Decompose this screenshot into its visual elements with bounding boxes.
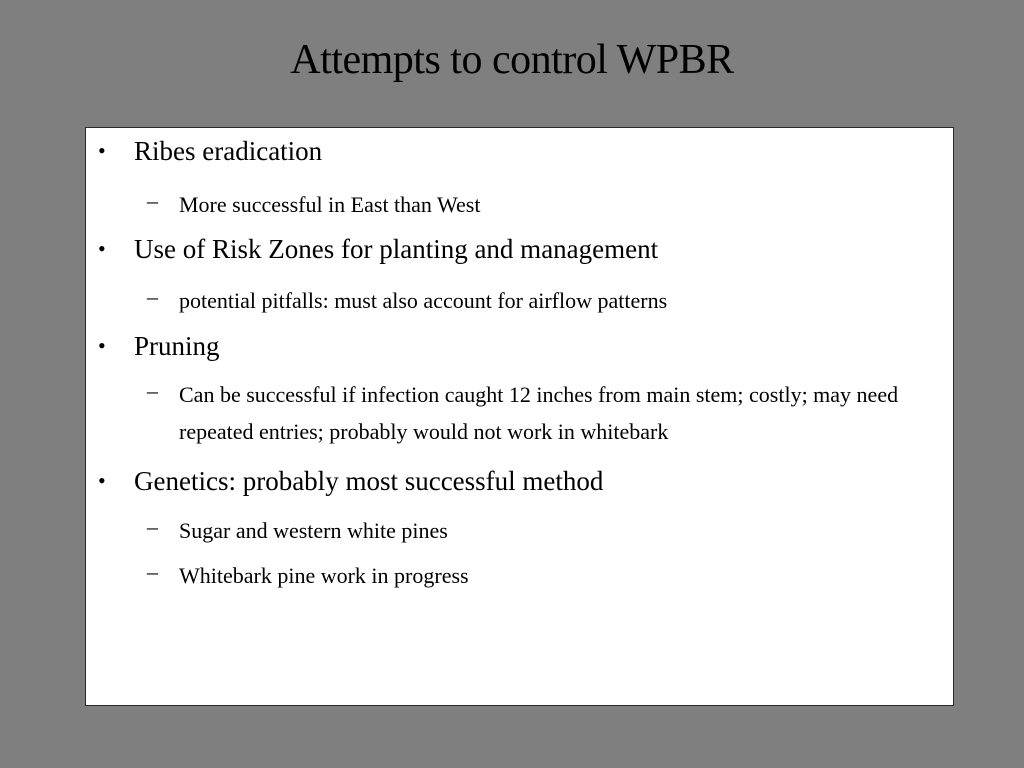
- bullet-marker: •: [98, 236, 106, 261]
- sub-bullet-marker: –: [147, 284, 158, 309]
- bullet-marker: •: [98, 468, 106, 493]
- bullet-text: Genetics: probably most successful method: [134, 466, 604, 496]
- sub-bullet-marker: –: [147, 559, 158, 584]
- sub-bullet-text: potential pitfalls: must also account for airflow patterns: [179, 288, 668, 313]
- sub-bullet-marker: –: [147, 514, 158, 539]
- bullet-marker: •: [98, 138, 106, 163]
- bullet-text: Pruning: [134, 331, 220, 361]
- sub-bullet-text: More successful in East than West: [179, 192, 481, 217]
- sub-bullet-marker: –: [147, 378, 158, 403]
- slide-title: Attempts to control WPBR: [290, 37, 734, 83]
- sub-bullet-marker: –: [147, 188, 158, 213]
- bullet-text: Use of Risk Zones for planting and management: [134, 234, 659, 264]
- sub-bullet-text: Sugar and western white pines: [179, 518, 448, 543]
- bullet-text: Ribes eradication: [134, 136, 323, 166]
- content-box: [85, 127, 954, 706]
- bullet-marker: •: [98, 333, 106, 358]
- sub-bullet-text: Can be successful if infection caught 12 inches from main stem; costly; may need repeated entries; probably would not work in whitebark: [179, 382, 899, 444]
- sub-bullet-text: Whitebark pine work in progress: [179, 563, 469, 588]
